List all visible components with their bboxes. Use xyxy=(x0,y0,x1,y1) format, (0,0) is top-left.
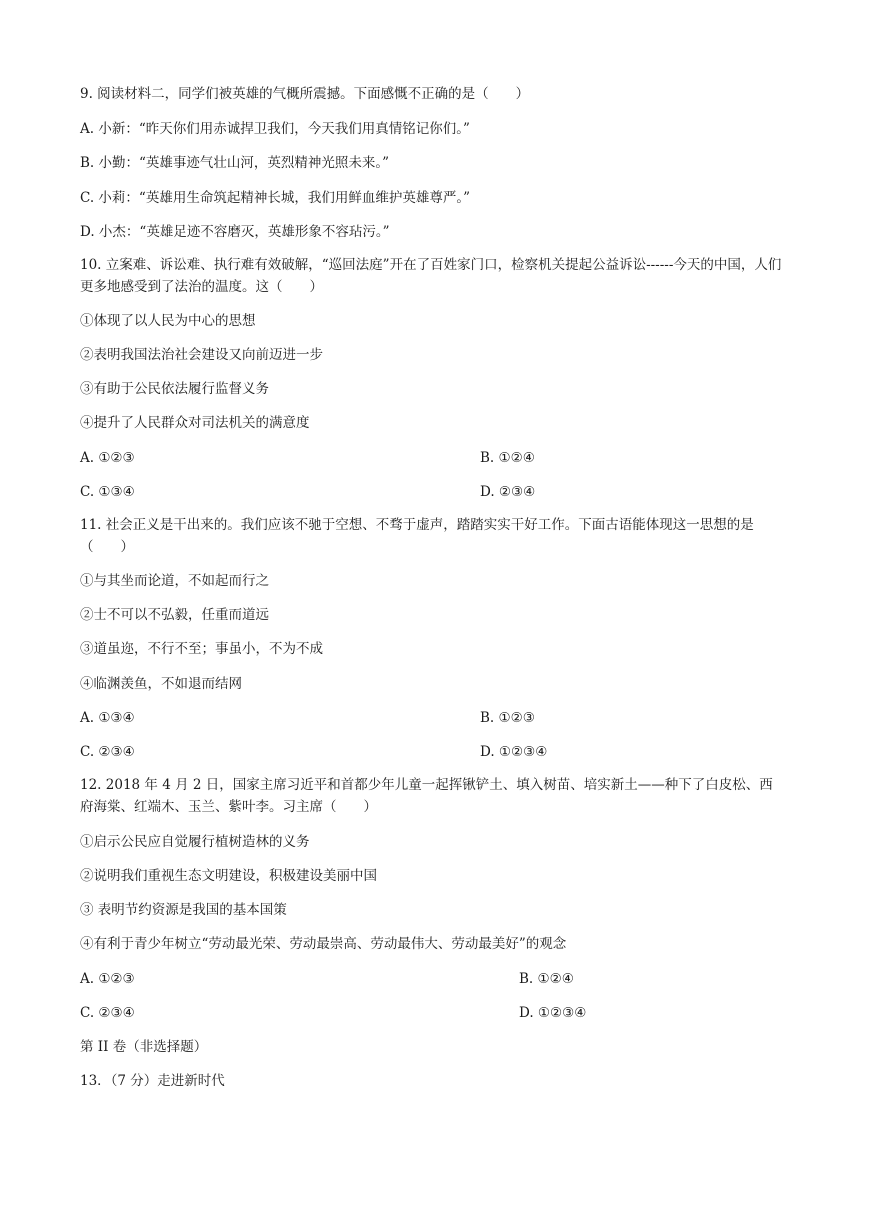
q11-statement-1: ①与其坐而论道，不如起而行之 xyxy=(80,573,269,589)
q10-statement-4: ④提升了人民群众对司法机关的满意度 xyxy=(80,415,310,431)
q12-statement-4: ④有利于青少年树立“劳动最光荣、劳动最崇高、劳动最伟大、劳动最美好”的观念 xyxy=(80,936,567,952)
q10-statement-1: ①体现了以人民为中心的思想 xyxy=(80,313,256,329)
q11-option-b: B. ①②③ xyxy=(480,710,535,726)
q12-option-d: D. ①②③④ xyxy=(519,1005,587,1021)
q12-statement-3: ③ 表明节约资源是我国的基本国策 xyxy=(80,902,287,918)
q9-stem: 9. 阅读材料二，同学们被英雄的气概所震撼。下面感慨不正确的是（ ） xyxy=(80,86,530,102)
q12-statement-2: ②说明我们重视生态文明建设，积极建设美丽中国 xyxy=(80,868,377,884)
q12-option-b: B. ①②④ xyxy=(519,971,574,987)
q12-statement-1: ①启示公民应自觉履行植树造林的义务 xyxy=(80,834,310,850)
q12-option-c: C. ②③④ xyxy=(80,1005,135,1021)
q10-option-a: A. ①②③ xyxy=(80,450,135,466)
q10-statement-2: ②表明我国法治社会建设又向前迈进一步 xyxy=(80,347,323,363)
q11-stem: 11. 社会正义是干出来的。我们应该不驰于空想、不骛于虚声，踏踏实实干好工作。下面古语能体现这一思想的是（ ） xyxy=(80,517,754,555)
q11-option-d: D. ①②③④ xyxy=(480,744,548,760)
q10-option-c: C. ①③④ xyxy=(80,484,135,500)
q13-heading: 13．（7 分）走进新时代 xyxy=(80,1073,225,1089)
q12-stem: 12. 2018 年 4 月 2 日，国家主席习近平和首都少年儿童一起挥锹铲土、填入树苗、培实新土——种下了白皮松、西府海棠、红端木、玉兰、紫叶李。习主席（ ） xyxy=(80,777,773,815)
q10-option-b: B. ①②④ xyxy=(480,450,535,466)
q12-option-a: A. ①②③ xyxy=(80,971,135,987)
q11-option-c: C. ②③④ xyxy=(80,744,135,760)
q11-statement-3: ③道虽迩，不行不至；事虽小，不为不成 xyxy=(80,641,323,657)
q9-option-a: A. 小新：“昨天你们用赤诚捍卫我们，今天我们用真情铭记你们。” xyxy=(80,121,470,137)
q10-statement-3: ③有助于公民依法履行监督义务 xyxy=(80,381,269,397)
q11-option-a: A. ①③④ xyxy=(80,710,135,726)
q11-statement-2: ②士不可以不弘毅，任重而道远 xyxy=(80,607,269,623)
q10-option-d: D. ②③④ xyxy=(480,484,536,500)
q9-option-c: C. 小莉：“英雄用生命筑起精神长城，我们用鲜血维护英雄尊严。” xyxy=(80,190,470,206)
q9-option-b: B. 小勤：“英雄事迹气壮山河，英烈精神光照未来。” xyxy=(80,155,390,171)
q9-option-d: D. 小杰：“英雄足迹不容磨灭，英雄形象不容玷污。” xyxy=(80,224,390,240)
q11-statement-4: ④临渊羡鱼，不如退而结网 xyxy=(80,676,242,692)
q10-stem: 10. 立案难、诉讼难、执行难有效破解，“巡回法庭”开在了百姓家门口，检察机关提起公益诉讼------今天的中国，人们更多地感受到了法治的温度。这（ ） xyxy=(80,257,782,295)
section-title: 第 II 卷（非选择题） xyxy=(80,1039,208,1055)
